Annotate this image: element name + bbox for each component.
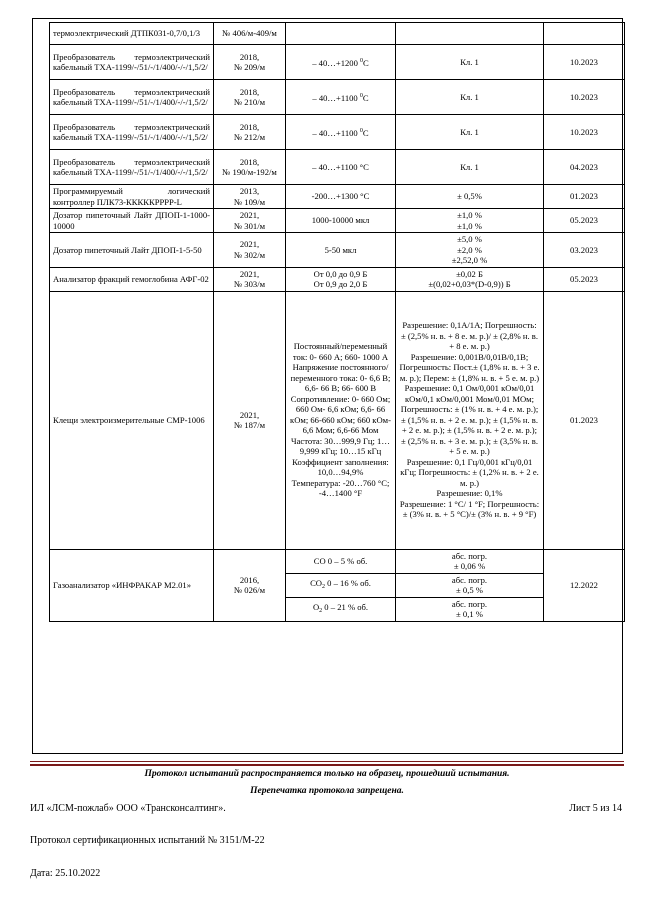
page-number: Лист 5 из 14 bbox=[569, 803, 622, 814]
verification-date: 04.2023 bbox=[544, 150, 625, 185]
registration-number: № 301/м bbox=[233, 220, 266, 231]
instrument-name: Программируемый логический контроллер ПЛК73-КККККРРРР-L bbox=[50, 185, 214, 209]
measurement-range: – 40…+1100 bbox=[312, 127, 358, 138]
instrument-name: Преобразователь термоэлектрический кабельный ТХА-1199/-/51/-/1/400/-/-/1,5/2/ bbox=[50, 45, 214, 80]
table-row bbox=[50, 549, 625, 573]
accuracy-line: Разрешение: 0,1 Гц/0,001 кГц/0,01 кГц; Погрешность: ± (1,2% н. в. + 2 е. м. р.) bbox=[400, 456, 539, 488]
accuracy-line: ±1,0 % bbox=[457, 210, 482, 220]
table-row bbox=[50, 80, 625, 115]
accuracy-line: ±2,0 % bbox=[457, 244, 482, 255]
table-row bbox=[50, 45, 625, 80]
gas-range: $О_2$ 0 – 21 % об. bbox=[286, 597, 396, 621]
gas-range: $СО_2$ 0 – 16 % об. bbox=[286, 573, 396, 597]
range-unit: С bbox=[362, 127, 369, 138]
accuracy-line: ±5,0 % bbox=[457, 234, 482, 244]
measurement-range: – 40…+1100 bbox=[312, 92, 358, 103]
range-unit: С bbox=[363, 57, 369, 68]
range-line: Коэффициент заполнения: 10,0…94,9% bbox=[292, 456, 389, 478]
accuracy-line: Разрешение: 0,1% bbox=[436, 488, 503, 499]
accuracy-line: ±2,52,0 % bbox=[451, 255, 488, 265]
measurement-range: 1000-10000 мкл bbox=[286, 209, 396, 233]
measurement-range: – 40…+1200 bbox=[312, 57, 358, 68]
footer-notice: Перепечатка протокола запрещена. bbox=[250, 786, 404, 796]
registration-number: № 212/м bbox=[233, 132, 266, 142]
footer-divider bbox=[30, 761, 624, 762]
accuracy-line: Разрешение: 0,001В/0,01В/0,1В; Погрешность: Пост.± (1,8% н. в. + 3 е. м. р.); Перем: ± (1,8% н. в. + 5 е. м. р.) bbox=[399, 351, 540, 383]
table-row bbox=[50, 291, 625, 549]
accuracy: ± 0,5% bbox=[396, 185, 544, 209]
accuracy-line: абс. погр. bbox=[451, 574, 488, 585]
registration-number: № 190/м-192/м bbox=[222, 167, 277, 177]
accuracy-line: ±(0,02+0,03*(D-0,9)) Б bbox=[428, 279, 511, 289]
registration-number: № 187/м bbox=[233, 420, 266, 430]
instrument-name: термоэлектрический ДТПК031-0,7/0,1/3 bbox=[50, 23, 214, 45]
verification-date: 05.2023 bbox=[544, 209, 625, 233]
accuracy: Кл. 1 bbox=[396, 80, 544, 115]
range-line: От 0,0 до 0,9 Б bbox=[313, 268, 368, 279]
verification-date: 10.2023 bbox=[544, 80, 625, 115]
instrument-name: Клещи электроизмерительные СМР-1006 bbox=[50, 291, 214, 549]
accuracy-line: Разрешение: 1 °С/ 1 °F; Погрешность: ± (3% н. в. + 5 °С)/± (3% н. в. + 9 °F) bbox=[399, 498, 540, 520]
range-line: Сопротивление: 0- 660 Ом; 660 Ом- 6,6 кОм; 6,6- 66 кОм; 66-660 кОм; 660 кОм- 6,6 Мом; 6,6-66 Мом bbox=[290, 393, 391, 436]
manufacture-year: 2013, bbox=[239, 186, 260, 196]
range-line: Частота: 30…999,9 Гц; 1…9,999 кГц; 10…15 кГц bbox=[291, 435, 390, 457]
registration-number: № 302/м bbox=[233, 249, 266, 260]
accuracy-line: Разрешение: 0,1А/1А; Погрешность: ± (2,5% н. в. + 8 е. м. р.)/ ± (2,8% н. в. + 8 е. м. р.) bbox=[400, 320, 539, 352]
degree-mark: 0 bbox=[359, 92, 363, 99]
instrument-name: Газоанализатор «ИНФРАКАР М2.01» bbox=[50, 549, 214, 621]
accuracy: Кл. 1 bbox=[396, 150, 544, 185]
range-line: Постоянный/переменный ток: 0- 660 А; 660- 1000 А bbox=[292, 341, 389, 362]
range-line: Температура: -20…760 °С; -4…1400 °F bbox=[291, 477, 390, 499]
lab-name: ИЛ «ЛСМ-пожлаб» ООО «Трансконсалтинг». bbox=[30, 803, 226, 814]
instrument-name: Дозатор пипеточный Лайт ДПОП-1-5-50 bbox=[50, 233, 214, 268]
manufacture-year: 2021, bbox=[239, 239, 260, 250]
instrument-name: Преобразователь термоэлектрический кабельный ТХА-1199/-/51/-/1/400/-/-/1,5/2/ bbox=[50, 115, 214, 150]
accuracy-line: ±1,0 % bbox=[457, 220, 482, 231]
table-row bbox=[50, 185, 625, 209]
accuracy-line: ±0,02 Б bbox=[456, 268, 483, 279]
range-unit: С bbox=[362, 92, 369, 103]
accuracy: Кл. 1 bbox=[396, 115, 544, 150]
table-row bbox=[50, 233, 625, 268]
gas-range: СО 0 – 5 % об. bbox=[286, 549, 396, 573]
manufacture-year: 2018, bbox=[239, 86, 260, 97]
registration-number: № 109/м bbox=[233, 196, 266, 207]
document-date: Дата: 25.10.2022 bbox=[30, 868, 101, 879]
verification-date: 10.2023 bbox=[544, 115, 625, 150]
manufacture-year: 2021, bbox=[239, 210, 260, 220]
accuracy: Кл. 1 bbox=[396, 45, 544, 80]
table-row bbox=[50, 23, 625, 45]
manufacture-year: 2016, bbox=[239, 574, 260, 585]
verification-date: 01.2023 bbox=[544, 291, 625, 549]
registration-number: № 303/м bbox=[233, 279, 266, 289]
instrument-name: Преобразователь термоэлектрический кабельный ТХА-1199/-/51/-/1/400/-/-/1,5/2/ bbox=[50, 150, 214, 185]
manufacture-year: 2021, bbox=[239, 409, 260, 420]
degree-mark: 0 bbox=[360, 57, 364, 64]
accuracy-line: ± 0,1 % bbox=[456, 609, 483, 619]
verification-date: 10.2023 bbox=[544, 45, 625, 80]
manufacture-year: 2018, bbox=[239, 121, 260, 132]
footer-divider bbox=[30, 764, 624, 766]
verification-date: 12.2022 bbox=[544, 549, 625, 621]
protocol-title: Протокол сертификационных испытаний № 3151/М-22 bbox=[30, 835, 265, 846]
instrument-name: Преобразователь термоэлектрический кабельный ТХА-1199/-/51/-/1/400/-/-/1,5/2/ bbox=[50, 80, 214, 115]
table-row bbox=[50, 209, 625, 233]
verification-date: 05.2023 bbox=[544, 267, 625, 291]
measurement-range: 5-50 мкл bbox=[286, 233, 396, 268]
accuracy-line: Разрешение: 0,1 Ом/0,001 кОм/0,01 кОм/0,1 кОм/0,001 Мом/0,01 МОм; Погрешность: ± (1% н. в. + 4 е. м. р.); ± (1,5% н. в. + 2 е. м. р.); ± (1,5% н. в. + 2 е. м. р.); ± (1,5% н. в. + 2 е. м. р.); ± (2,5% н. в. + 3 е. м. р.); ± (3,5% н. в. + 5 е. м. р.) bbox=[400, 383, 539, 457]
registration-number: № 406/м-409/м bbox=[214, 23, 286, 45]
verification-date: 03.2023 bbox=[544, 233, 625, 268]
manufacture-year: 2018, bbox=[239, 51, 260, 62]
accuracy-line: ± 0,06 % bbox=[453, 561, 486, 571]
accuracy-line: абс. погр. bbox=[451, 550, 488, 561]
verification-date: 01.2023 bbox=[544, 185, 625, 209]
degree-mark: 0 bbox=[359, 127, 363, 134]
registration-number: № 026/м bbox=[233, 585, 266, 595]
accuracy-line: абс. погр. bbox=[451, 598, 488, 609]
registration-number: № 210/м bbox=[233, 97, 266, 107]
measurement-range: – 40…+1100 °С bbox=[286, 150, 396, 185]
manufacture-year: 2021, bbox=[239, 268, 260, 279]
measurement-range: -200…+1300 °С bbox=[286, 185, 396, 209]
instrument-name: Дозатор пипеточный Лайт ДПОП-1-1000-10000 bbox=[50, 209, 214, 233]
footer-notice: Протокол испытаний распространяется только на образец, прошедший испытания. bbox=[144, 769, 510, 779]
range-line: От 0,9 до 2,0 Б bbox=[313, 279, 368, 289]
table-row bbox=[50, 115, 625, 150]
equipment-table bbox=[49, 22, 625, 622]
table-row bbox=[50, 267, 625, 291]
range-line: Напряжение постоянного/переменного тока: 0- 6,6 В; 6,6- 66 В; 66- 600 В bbox=[290, 362, 391, 394]
accuracy-line: ± 0,5 % bbox=[456, 585, 483, 595]
instrument-name: Анализатор фракций гемоглобина АФГ-02 bbox=[50, 267, 214, 291]
table-row bbox=[50, 150, 625, 185]
manufacture-year: 2018, bbox=[239, 156, 260, 167]
registration-number: № 209/м bbox=[233, 62, 266, 72]
